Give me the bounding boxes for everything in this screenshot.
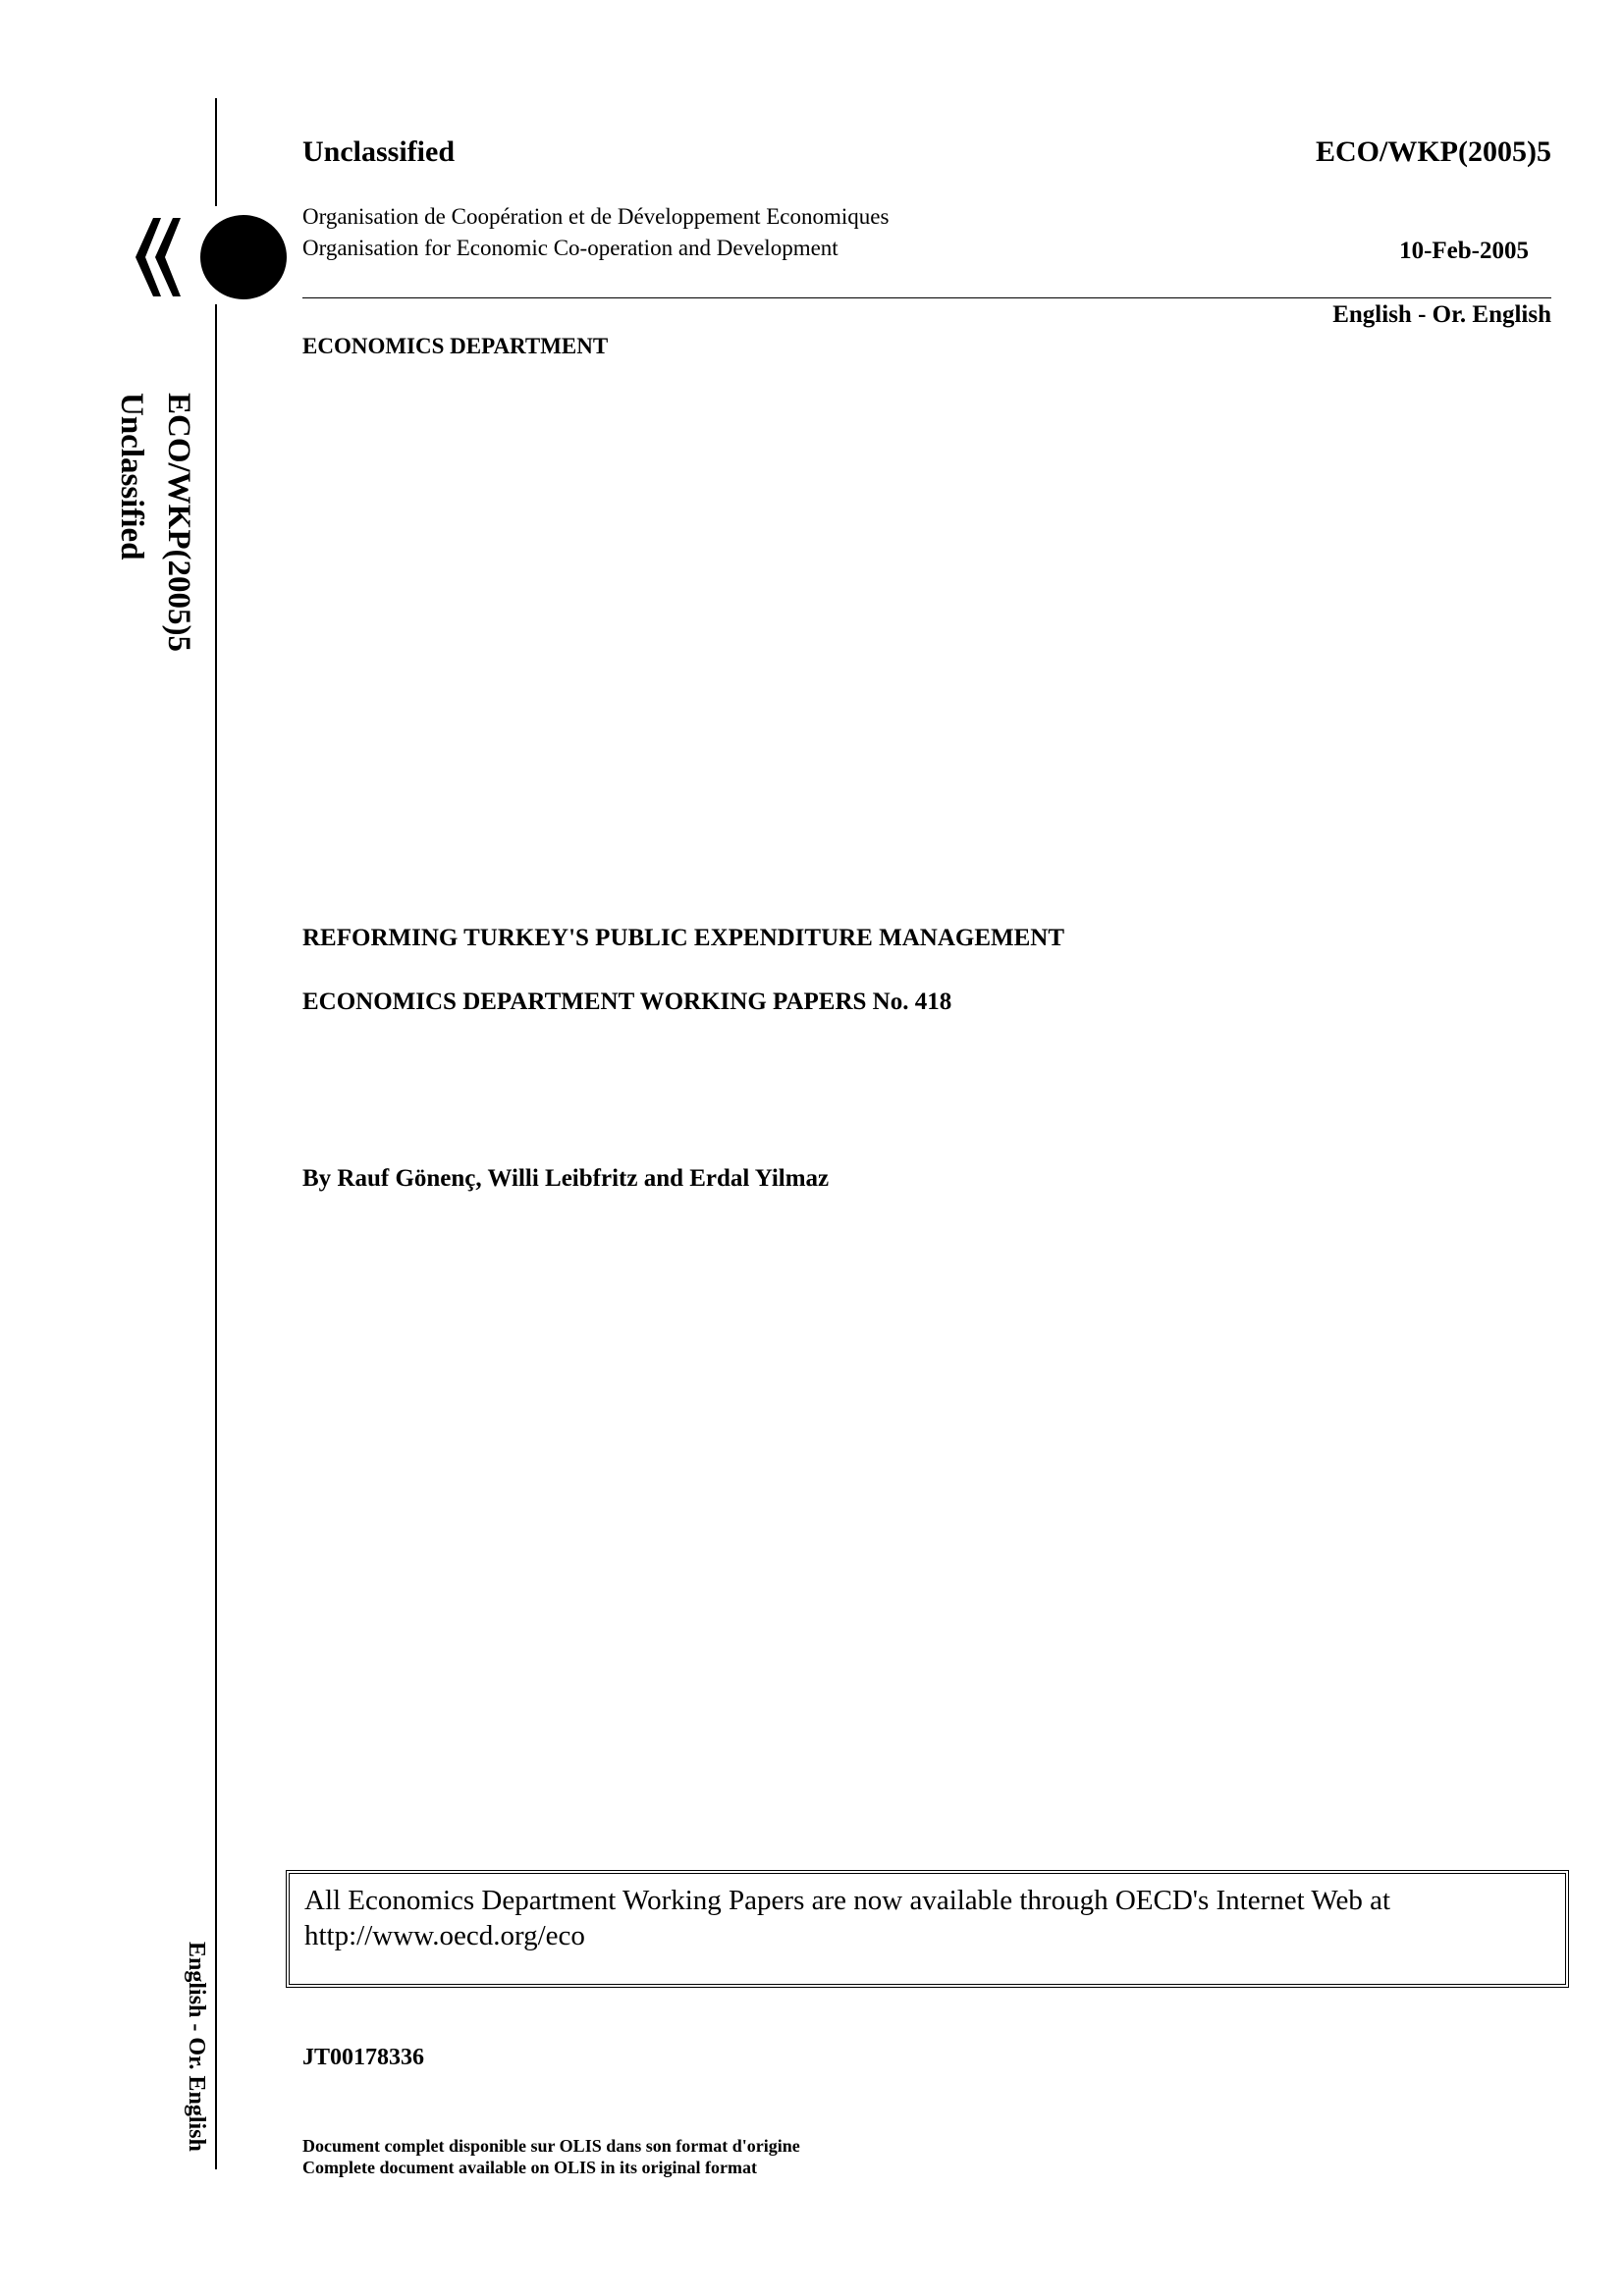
margin-rule: [215, 304, 217, 2169]
classification-label: Unclassified: [302, 135, 456, 168]
side-language: English - Or. English: [184, 1942, 209, 2152]
side-classification: Unclassified: [114, 393, 149, 561]
document-title: REFORMING TURKEY'S PUBLIC EXPENDITURE MANAGEMENT: [302, 925, 1064, 951]
availability-french: Document complet disponible sur OLIS dans son format d'origine: [302, 2136, 800, 2156]
org-name-english: Organisation for Economic Co-operation and Development: [302, 236, 839, 260]
authors: By Rauf Gönenç, Willi Leibfritz and Erdal Yilmaz: [302, 1165, 830, 1192]
org-name-french: Organisation de Coopération et de Développement Economiques: [302, 204, 890, 229]
availability-notice-box: [286, 1870, 1569, 1988]
document-date: 10-Feb-2005: [1399, 238, 1529, 264]
header-divider: [302, 297, 1551, 298]
job-number: JT00178336: [302, 2045, 425, 2070]
oecd-logo-icon: [128, 206, 295, 309]
availability-notice-text: All Economics Department Working Papers are now available through OECD's Internet Web at http://www.oecd.org/eco: [304, 1885, 1391, 1951]
language-label: English - Or. English: [1332, 301, 1551, 328]
availability-english: Complete document available on OLIS in its original format: [302, 2158, 757, 2177]
side-document-code: ECO/WKP(2005)5: [161, 393, 196, 652]
margin-rule-top: [215, 98, 217, 206]
series-label: ECONOMICS DEPARTMENT WORKING PAPERS No. 418: [302, 988, 952, 1015]
document-code: ECO/WKP(2005)5: [1316, 135, 1551, 168]
department-label: ECONOMICS DEPARTMENT: [302, 334, 609, 358]
